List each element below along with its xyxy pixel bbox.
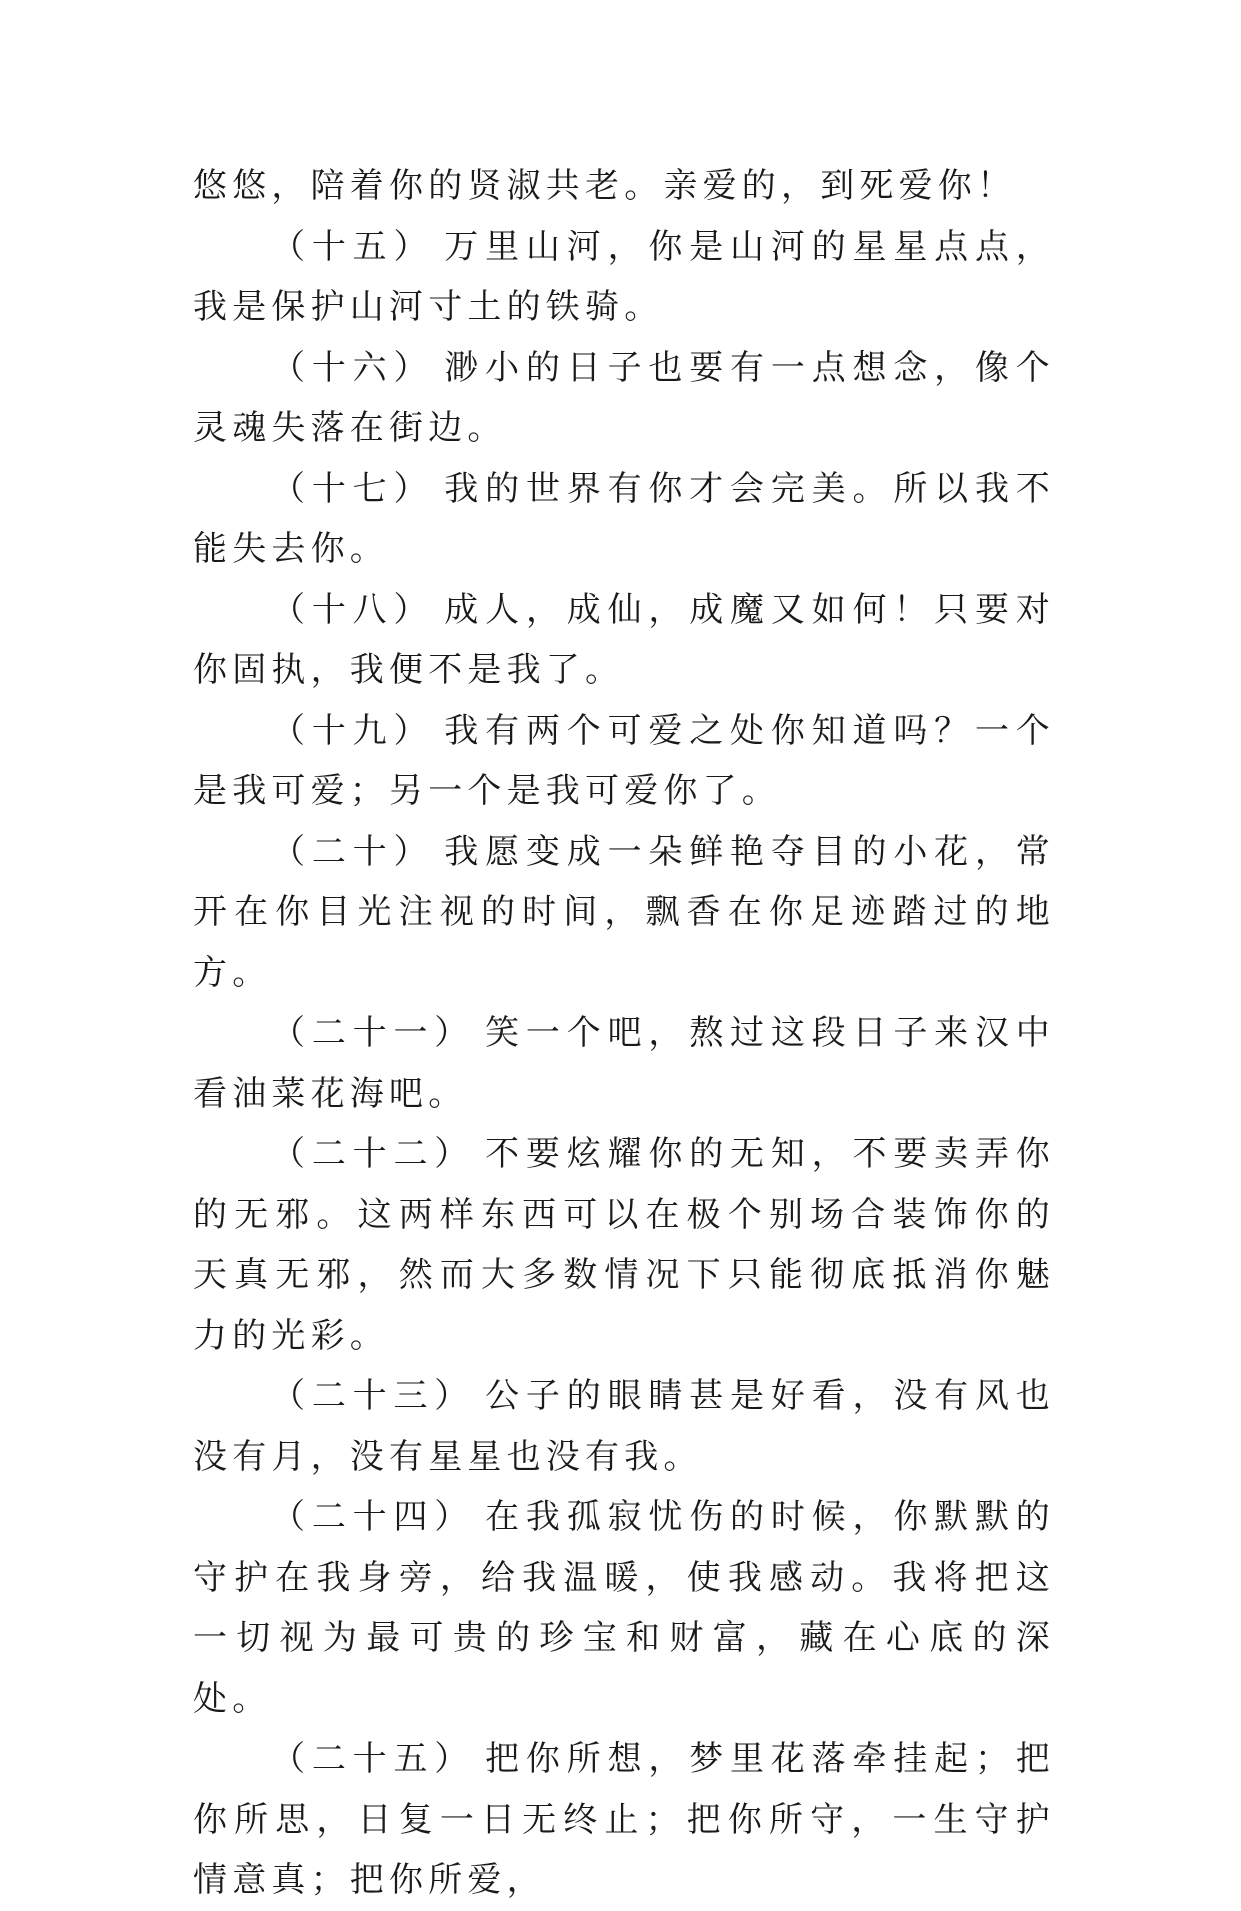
paragraph-text: 万里山河，你是山河的星星点点，我是保护山河寸土的铁骑。 xyxy=(193,226,1055,327)
paragraph-number: （二十） xyxy=(271,831,435,872)
paragraph-23 xyxy=(193,1366,1055,1487)
paragraph-text: 悠悠，陪着你的贤淑共老。亲爱的，到死爱你！ xyxy=(193,166,1017,206)
paragraph-number: （二十一） xyxy=(271,1013,476,1053)
paragraph-number: （十九） xyxy=(271,710,435,751)
paragraph-text: 我的世界有你才会完美。所以我不能失去你。 xyxy=(193,468,1055,569)
paragraph-21 xyxy=(193,1003,1055,1124)
paragraph-24 xyxy=(193,1487,1055,1729)
paragraph-number: （十七） xyxy=(271,468,435,509)
paragraph-number: （十六） xyxy=(271,347,435,388)
paragraph-text: 我有两个可爱之处你知道吗？一个是我可爱；另一个是我可爱你了。 xyxy=(193,710,1055,811)
document-body xyxy=(193,156,1055,1911)
paragraph-number: （二十五） xyxy=(271,1739,476,1779)
paragraph-25 xyxy=(193,1729,1055,1911)
paragraph-text: 不要炫耀你的无知，不要卖弄你的无邪。这两样东西可以在极个别场合装饰你的天真无邪，然而大多数情况下只能彻底抵消你魅力的光彩。 xyxy=(193,1134,1055,1356)
paragraph-text: 把你所想，梦里花落牵挂起；把你所思，日复一日无终止；把你所守，一生守护情意真；把你所爱， xyxy=(193,1739,1055,1900)
paragraph-16 xyxy=(193,338,1055,459)
paragraph-18 xyxy=(193,580,1055,701)
paragraph-22 xyxy=(193,1124,1055,1366)
paragraph-text: 成人，成仙，成魔又如何！只要对你固执，我便不是我了。 xyxy=(193,589,1055,690)
paragraph-text: 渺小的日子也要有一点想念，像个灵魂失落在街边。 xyxy=(193,347,1055,448)
paragraph-20 xyxy=(193,822,1055,1004)
paragraph-number: （十八） xyxy=(271,589,435,630)
paragraph-text: 笑一个吧，熬过这段日子来汉中看油菜花海吧。 xyxy=(193,1013,1055,1114)
paragraph-number: （二十三） xyxy=(271,1376,476,1416)
paragraph-text: 公子的眼睛甚是好看，没有风也没有月，没有星星也没有我。 xyxy=(193,1376,1055,1477)
paragraph-text: 我愿变成一朵鲜艳夺目的小花，常开在你目光注视的时间，飘香在你足迹踏过的地方。 xyxy=(193,831,1055,993)
paragraph-continuation xyxy=(193,156,1055,217)
paragraph-number: （十五） xyxy=(271,226,435,267)
paragraph-15 xyxy=(193,217,1055,338)
paragraph-number: （二十四） xyxy=(271,1497,476,1537)
paragraph-number: （二十二） xyxy=(271,1134,476,1174)
paragraph-text: 在我孤寂忧伤的时候，你默默的守护在我身旁，给我温暖，使我感动。我将把这一切视为最可贵的珍宝和财富，藏在心底的深处。 xyxy=(193,1497,1055,1719)
paragraph-19 xyxy=(193,701,1055,822)
paragraph-17 xyxy=(193,459,1055,580)
